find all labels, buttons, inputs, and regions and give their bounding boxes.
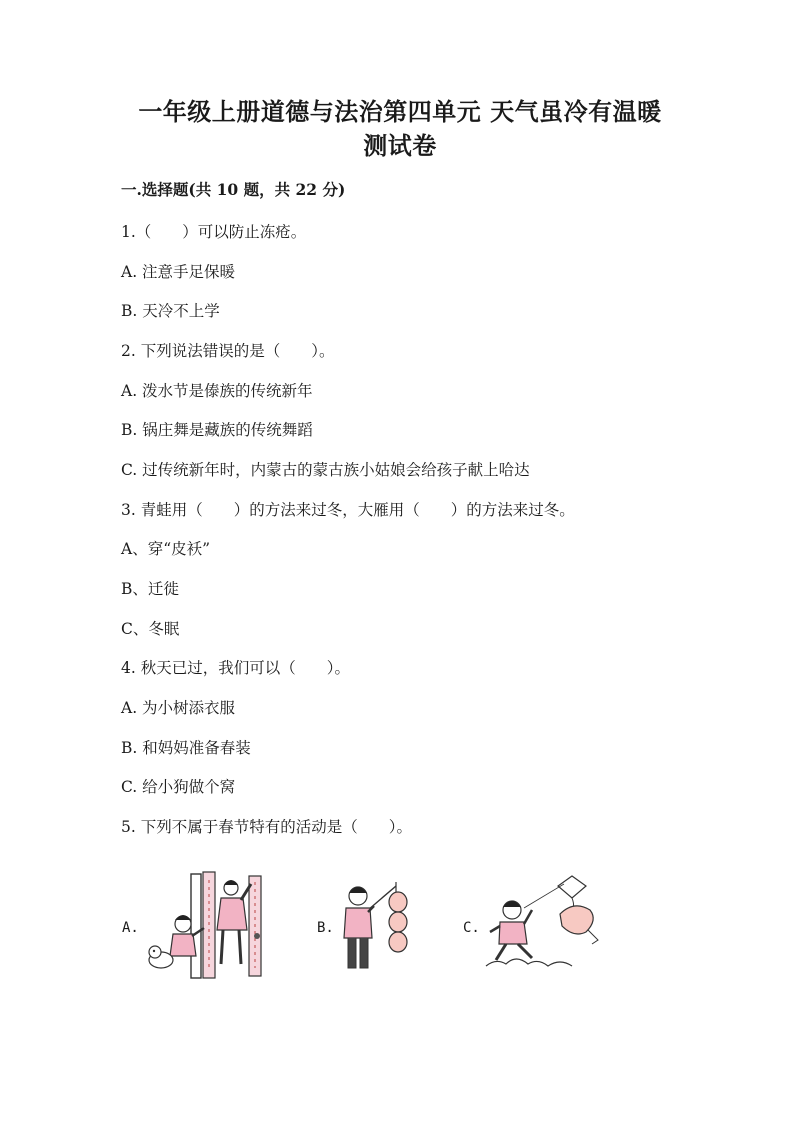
question-2-option-a: A. 泼水节是傣族的传统新年 — [121, 382, 313, 400]
picture-option-a-label: A. — [122, 920, 139, 936]
question-1-option-a: A. 注意手足保暖 — [121, 263, 236, 281]
question-3-option-c: C、冬眠 — [121, 620, 180, 638]
kite-flying-illustration — [484, 870, 612, 974]
picture-option-b-label: B. — [317, 920, 334, 936]
question-1-option-b: B. 天冷不上学 — [121, 302, 220, 320]
lantern-illustration — [338, 880, 418, 976]
title-line-2: 测试卷 — [363, 131, 437, 160]
question-4-stem: 4. 秋天已过，我们可以（ ）。 — [121, 659, 350, 677]
question-5-stem: 5. 下列不属于春节特有的活动是（ ）。 — [121, 818, 412, 836]
couplet-posting-illustration — [145, 868, 275, 980]
section-heading: 一.选择题(共 10 题，共 22 分) — [121, 180, 346, 199]
question-4-option-a: A. 为小树添衣服 — [121, 699, 236, 717]
question-2-option-c: C. 过传统新年时，内蒙古的蒙古族小姑娘会给孩子献上哈达 — [121, 461, 530, 479]
question-4-option-c: C. 给小狗做个窝 — [121, 778, 236, 796]
title-line-1: 一年级上册道德与法治第四单元 天气虽冷有温暖 — [138, 97, 662, 126]
question-4-option-b: B. 和妈妈准备春装 — [121, 739, 251, 757]
question-1-stem: 1.（ ）可以防止冻疮。 — [121, 223, 307, 241]
question-2-stem: 2. 下列说法错误的是（ ）。 — [121, 342, 335, 360]
question-3-stem: 3. 青蛙用（ ）的方法来过冬，大雁用（ ）的方法来过冬。 — [121, 501, 575, 519]
question-2-option-b: B. 锅庄舞是藏族的传统舞蹈 — [121, 421, 313, 439]
question-3-option-b: B、迁徙 — [121, 580, 179, 598]
picture-option-c-label: C. — [463, 920, 480, 936]
question-3-option-a: A、穿“皮袄” — [121, 540, 211, 558]
